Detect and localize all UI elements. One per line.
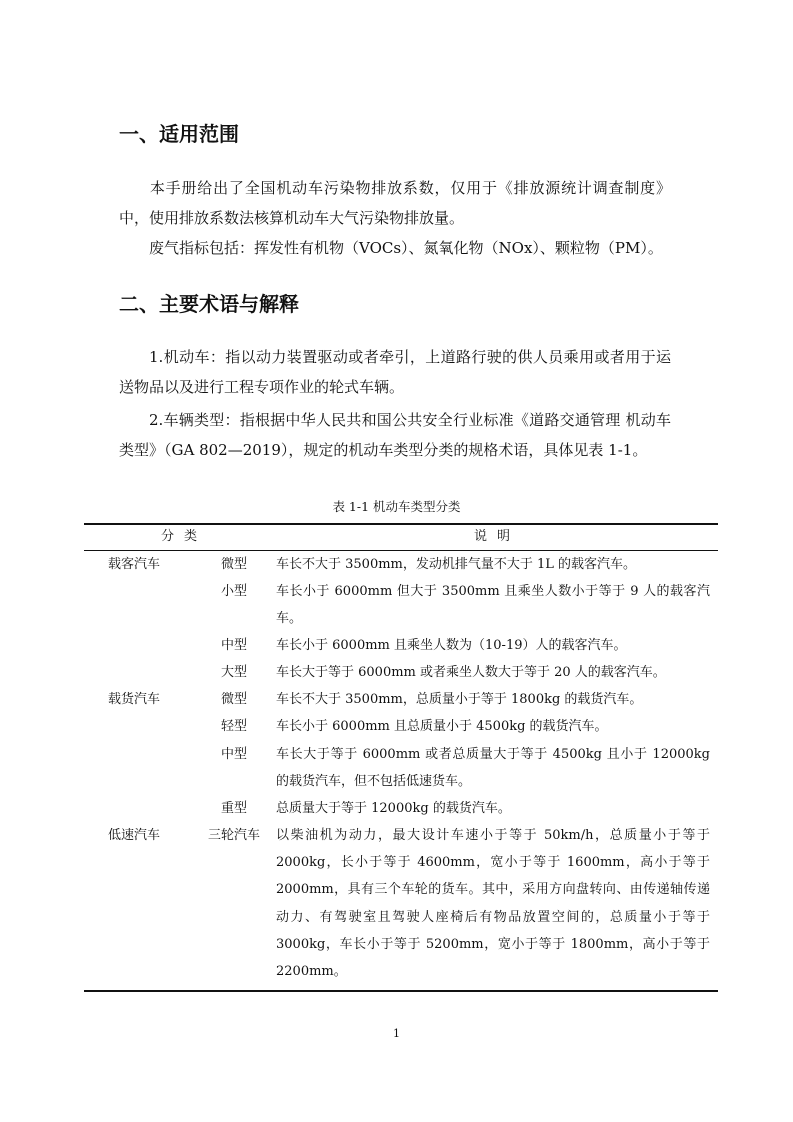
scope-paragraph-1-text: 本手册给出了全国机动车污染物排放系数，仅用于《排放源统计调查制度》中，使用排放系数法核算机动车大气污染物排放量。 [119,179,671,227]
terms-paragraph-1-text: 1.机动车：指以动力装置驱动或者牵引，上道路行驶的供人员乘用或者用于运送物品以及进行工程专项作业的轮式车辆。 [119,348,671,396]
row-description: 车长不大于 3500mm，发动机排气量不大于 1L 的载客汽车。 [276,557,637,572]
row-description: 以柴油机为动力，最大设计车速小于等于 50km/h，总质量小于等于 2000kg，长小于等于 4600mm，宽小于等于 1600mm，高小于等于 2000mm，具有三个车轮的货车。其中，采用方向盘转向、由传递轴传递动力、有驾驶室且驾驶人座椅后有物品放置空间的，总质量小于等于 3000kg，车长小于等于 5200mm，宽小于等于 1800mm，高小于等于 2200mm。 [276,828,710,980]
scope-paragraph-2-text: 废气指标包括：挥发性有机物（VOCs）、氮氧化物（NOx）、颗粒物（PM）。 [149,239,663,257]
table-header-category: 分类 [161,529,208,544]
row-subtype: 三轮汽车 [207,828,260,843]
row-subtype: 轻型 [220,719,247,734]
page-number: 1 [393,1027,400,1040]
terms-paragraph-1 [119,342,671,402]
row-description: 车长小于 6000mm 但大于 3500mm 且乘坐人数小于等于 9 人的载客汽车。 [276,584,710,627]
table-bottom-rule [84,990,718,992]
row-description: 车长大于等于 6000mm 或者乘坐人数大于等于 20 人的载客汽车。 [276,665,666,680]
row-group: 载货汽车 [108,692,161,707]
row-subtype: 微型 [220,557,247,572]
row-subtype: 微型 [220,692,247,707]
row-description: 车长不大于 3500mm，总质量小于等于 1800kg 的载货汽车。 [276,692,643,707]
row-subtype: 中型 [220,638,247,653]
terms-paragraph-2 [119,405,671,465]
row-subtype: 重型 [220,801,247,816]
section-heading-scope: 一、适用范围 [119,122,239,146]
scope-paragraph-1 [119,173,671,233]
table-header-description: 说明 [474,529,521,544]
terms-paragraph-2-text: 2.车辆类型：指根据中华人民共和国公共安全行业标准《道路交通管理 机动车类型》（GA 802—2019），规定的机动车类型分类的规格术语，具体见表 1-1。 [119,411,671,459]
table-caption: 表 1-1 机动车类型分类 [332,499,461,514]
row-subtype: 中型 [220,747,247,762]
row-description: 总质量大于等于 12000kg 的载货汽车。 [276,801,511,816]
row-group: 载客汽车 [108,557,161,572]
row-subtype: 小型 [220,584,247,599]
section-heading-terms: 二、主要术语与解释 [119,292,299,316]
row-subtype: 大型 [220,665,247,680]
row-group: 低速汽车 [108,828,161,843]
row-description: 车长小于 6000mm 且总质量小于 4500kg 的载货汽车。 [276,719,608,734]
row-description: 车长大于等于 6000mm 或者总质量大于等于 4500kg 且小于 12000kg 的载货汽车，但不包括低速货车。 [276,747,710,790]
table-top-rule [84,523,718,525]
scope-paragraph-2 [119,233,671,263]
row-description: 车长小于 6000mm 且乘坐人数为（10-19）人的载客汽车。 [276,638,627,653]
